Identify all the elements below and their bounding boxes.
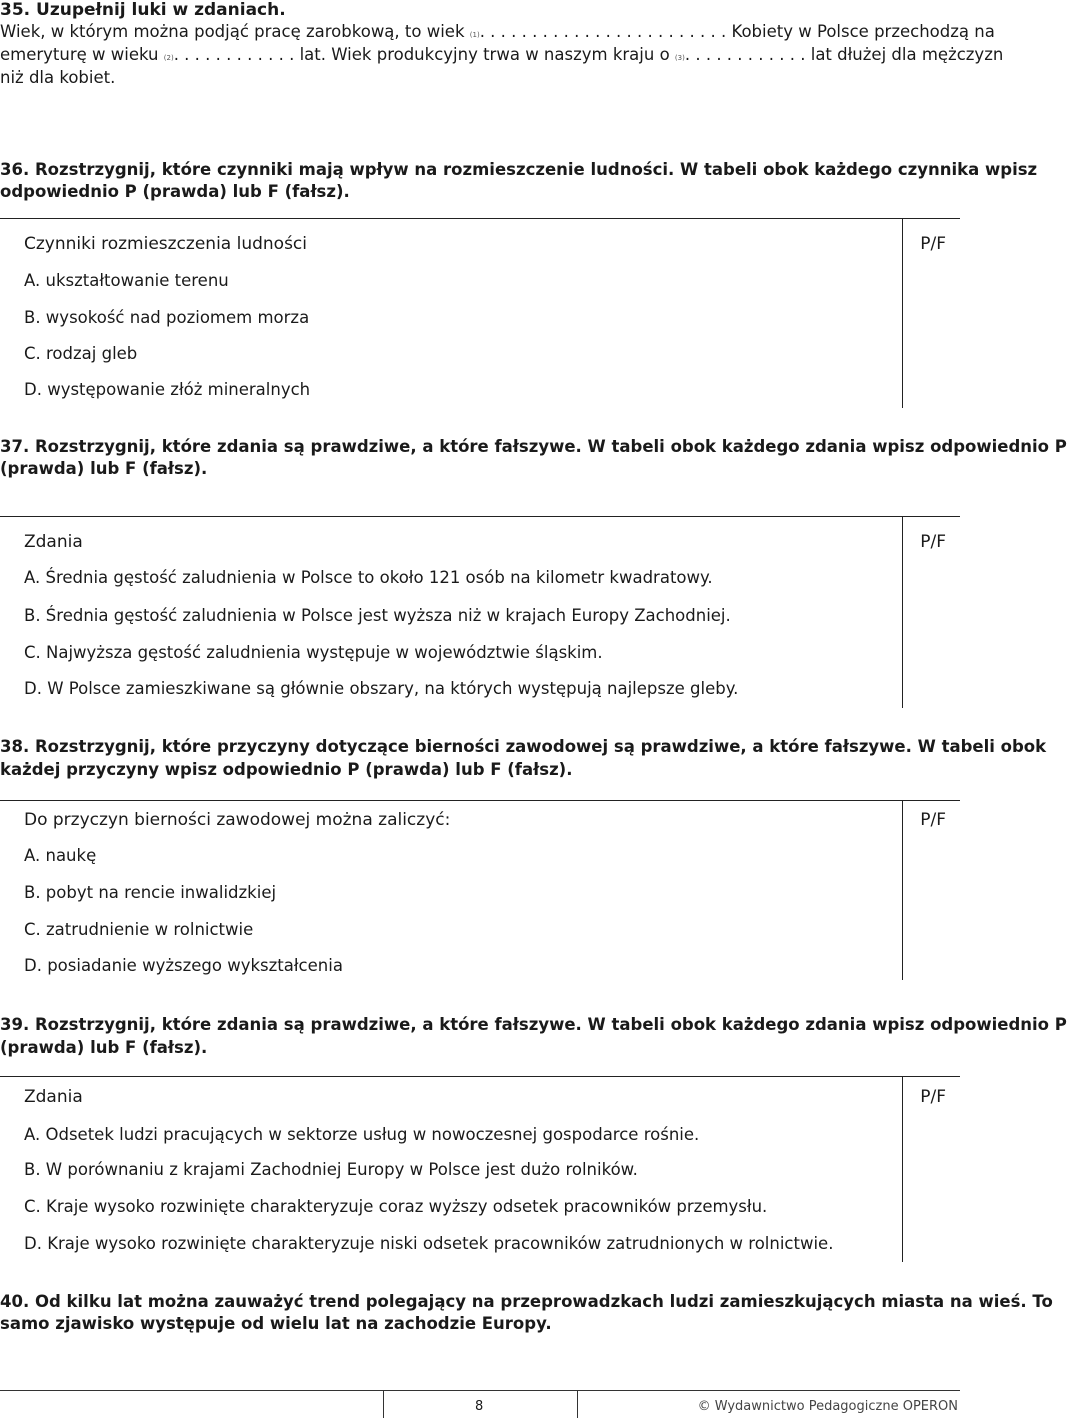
table-row: B. Średnia gęstość zaludnienia w Polsce jest wyższa niż w krajach Europy Zachodniej. bbox=[24, 606, 731, 625]
q38-table bbox=[0, 800, 960, 980]
pf-column-divider bbox=[902, 218, 903, 408]
q35-line1-text-a: Wiek, w którym można podjąć pracę zarobkową, to wiek bbox=[0, 22, 465, 41]
q35-line2-text-a: emeryturę w wieku bbox=[0, 45, 159, 64]
pf-column-divider bbox=[902, 1076, 903, 1262]
footer-divider-right bbox=[577, 1390, 578, 1418]
pf-column-divider bbox=[902, 516, 903, 708]
pf-header: P/F bbox=[920, 1087, 946, 1107]
q35-gap2-number: (2) bbox=[163, 54, 174, 62]
q35-line3: niż dla kobiet. bbox=[0, 68, 116, 87]
q37-heading-line1: 37. Rozstrzygnij, które zdania są prawdziwe, a które fałszywe. W tabeli obok każdego zdania wpisz odpowiednio P bbox=[0, 437, 1067, 456]
footer-divider-left bbox=[383, 1390, 384, 1418]
q35-gap1-dots[interactable]: . . . . . . . . . . . . . . . . . . . . . . . . bbox=[479, 22, 727, 41]
q35-line1-text-b: Kobiety w Polsce przechodzą na bbox=[731, 22, 995, 41]
q36-table bbox=[0, 218, 960, 408]
footer-top-border bbox=[0, 1390, 960, 1391]
q40-heading-line2: samo zjawisko występuje od wielu lat na zachodzie Europy. bbox=[0, 1314, 552, 1333]
q35-heading: 35. Uzupełnij luki w zdaniach. bbox=[0, 0, 286, 20]
pf-header: P/F bbox=[920, 532, 946, 552]
table-row: C. Kraje wysoko rozwinięte charakteryzuje coraz wyższy odsetek pracowników przemysłu. bbox=[24, 1197, 768, 1216]
pf-header: P/F bbox=[920, 234, 946, 254]
table-row: A. Odsetek ludzi pracujących w sektorze usług w nowoczesnej gospodarce rośnie. bbox=[24, 1125, 700, 1144]
table-top-border bbox=[0, 218, 960, 219]
copyright: © Wydawnictwo Pedagogiczne OPERON bbox=[697, 1399, 958, 1414]
table-header: Czynniki rozmieszczenia ludności bbox=[24, 234, 307, 254]
table-header: Zdania bbox=[24, 1087, 83, 1107]
table-top-border bbox=[0, 800, 960, 801]
table-row: C. zatrudnienie w rolnictwie bbox=[24, 920, 254, 939]
table-row: A. ukształtowanie terenu bbox=[24, 271, 229, 290]
table-row: A. naukę bbox=[24, 846, 97, 865]
q40-heading-line1: 40. Od kilku lat można zauważyć trend polegający na przeprowadzkach ludzi zamieszkujących miasta na wieś. To bbox=[0, 1292, 1053, 1311]
q35-line2 bbox=[0, 45, 1003, 64]
table-top-border bbox=[0, 516, 960, 517]
q35-gap1-number: (1) bbox=[469, 31, 480, 39]
table-header: Zdania bbox=[24, 532, 83, 552]
table-row: C. Najwyższa gęstość zaludnienia występuje w województwie śląskim. bbox=[24, 643, 603, 662]
q38-heading-line2: każdej przyczyny wpisz odpowiednio P (prawda) lub F (fałsz). bbox=[0, 760, 573, 779]
table-top-border bbox=[0, 1076, 960, 1077]
table-header: Do przyczyn bierności zawodowej można zaliczyć: bbox=[24, 810, 451, 830]
q37-heading-line2: (prawda) lub F (fałsz). bbox=[0, 459, 208, 478]
q39-heading-line1: 39. Rozstrzygnij, które zdania są prawdziwe, a które fałszywe. W tabeli obok każdego zdania wpisz odpowiednio P bbox=[0, 1015, 1067, 1034]
q35-line2-text-c: lat dłużej dla mężczyzn bbox=[810, 45, 1004, 64]
pf-header: P/F bbox=[920, 810, 946, 830]
table-row: B. wysokość nad poziomem morza bbox=[24, 308, 310, 327]
table-row: D. Kraje wysoko rozwinięte charakteryzuje niski odsetek pracowników zatrudnionych w rolnictwie. bbox=[24, 1234, 834, 1253]
q36-heading-line1: 36. Rozstrzygnij, które czynniki mają wpływ na rozmieszczenie ludności. W tabeli obok każdego czynnika wpisz bbox=[0, 160, 1038, 179]
q39-table bbox=[0, 1076, 960, 1262]
q35-gap3-number: (3) bbox=[674, 54, 685, 62]
q35-line2-text-b: lat. Wiek produkcyjny trwa w naszym kraju o bbox=[299, 45, 670, 64]
table-row: D. posiadanie wyższego wykształcenia bbox=[24, 956, 343, 975]
q35-gap3-dots[interactable]: . . . . . . . . . . . . bbox=[684, 45, 806, 64]
q35-line1 bbox=[0, 22, 995, 41]
table-row: D. występowanie złóż mineralnych bbox=[24, 380, 311, 399]
table-row: D. W Polsce zamieszkiwane są głównie obszary, na których występują najlepsze gleby. bbox=[24, 679, 739, 698]
q36-heading-line2: odpowiednio P (prawda) lub F (fałsz). bbox=[0, 182, 350, 201]
page-number: 8 bbox=[475, 1399, 484, 1414]
pf-column-divider bbox=[902, 800, 903, 980]
table-row: C. rodzaj gleb bbox=[24, 344, 138, 363]
q38-heading-line1: 38. Rozstrzygnij, które przyczyny dotyczące bierności zawodowej są prawdziwe, a które fałszywe. W tabeli obok bbox=[0, 737, 1047, 756]
table-row: A. Średnia gęstość zaludnienia w Polsce to około 121 osób na kilometr kwadratowy. bbox=[24, 568, 713, 587]
table-row: B. pobyt na rencie inwalidzkiej bbox=[24, 883, 277, 902]
q39-heading-line2: (prawda) lub F (fałsz). bbox=[0, 1038, 208, 1057]
q37-table bbox=[0, 516, 960, 708]
table-row: B. W porównaniu z krajami Zachodniej Europy w Polsce jest dużo rolników. bbox=[24, 1160, 638, 1179]
q35-gap2-dots[interactable]: . . . . . . . . . . . . bbox=[173, 45, 295, 64]
